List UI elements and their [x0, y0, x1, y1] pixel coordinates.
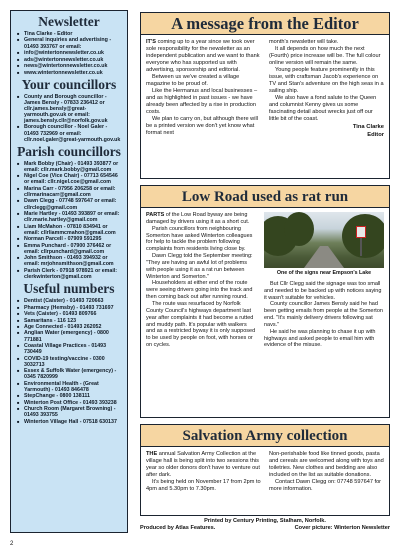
paragraph: We also have a fond salute to the Queen and columnist Kenny gives us some fascinating detail about wrecks just off our little bit of the coast.	[269, 95, 377, 122]
paragraph: Dawn Clegg told the September meeting: "They are having an awful lot of problems with people using it as a rat run between Winterton and Somerton."	[146, 253, 253, 280]
paragraph: We plan to carry on, but although there will be a printed version we don't yet know what format next	[146, 116, 258, 136]
paragraph: of the Low Road byway are being damaged by drivers using it as a short cut.	[146, 212, 250, 225]
list-item: ■ Samaritans - 116 123	[17, 318, 121, 324]
paragraph: Parish councillors from neighbouring Somerton have asked Winterton colleagues for help to tackle the problem following complaints from residents living close by.	[146, 225, 253, 253]
parish-list	[17, 161, 121, 280]
paragraph: He said he was planning to chase it up with highways and asked people to email him with evidence of the misuse.	[264, 328, 376, 349]
road-sign-icon	[356, 226, 366, 238]
paragraph: But Cllr Clegg said the signage was too small and needed to be backed up with notices saying it wasn't suitable for vehicles.	[264, 280, 382, 301]
list-item: ■ Dentist (Caister) - 01493 720663	[17, 298, 121, 304]
list-item: ■ Borough councillor - Noel Galer - 01493 732969 or email: cllr.noel.galer@great-yarmouth.gov.uk	[17, 124, 121, 142]
paragraph: Between us we've created a village magazine to be proud of.	[146, 74, 240, 87]
salvation-col-1	[146, 451, 261, 492]
email-link[interactable]: ■ info@wintertonnewsletter.co.uk	[17, 50, 121, 56]
signature-role: Editor	[367, 132, 384, 138]
list-item: ■ General inquiries and advertising - 01493 393767 or email:	[17, 37, 121, 49]
paragraph: County councillor James Bensly said he had been getting emails from people at the Somerton end. "It's mainly delivery drivers following sat navs."	[264, 301, 383, 328]
editor-title: A message from the Editor	[141, 13, 389, 35]
list-item: ■ John Smithson - 01493 394932 or email: mrjohnsmithson@gmail.com	[17, 255, 121, 267]
list-item: ■ County and Borough councillor - James Bensly - 07833 236412 or cllr.james.bensly@great-yarmouth.gov.uk or email: james.bensly.cllr@norfolk.gov.uk	[17, 94, 121, 124]
salvation-col-2	[269, 451, 384, 492]
list-item: ■ Essex & Suffolk Water (emergency) - 0345 7820999	[17, 368, 121, 380]
list-item: ■ Marie Hartley - 01493 393897 or email: cllr.marie.hartley@gmail.com	[17, 211, 121, 223]
paragraph: Like the Hermanus and local businesses – and as highlighted in past issues - we have already been affected by a rise in production costs.	[146, 88, 258, 115]
paragraph: Contact Dawn Clegg on: 07748 597647 for more information.	[269, 478, 382, 492]
email-link[interactable]: ■ ads@wintertonnewsletter.co.uk	[17, 57, 121, 63]
website-link[interactable]: ■ www.wintertonnewsletter.co.uk	[17, 70, 121, 76]
editor-col-1	[146, 39, 261, 139]
list-item: ■ Anglian Water (emergency) - 0800 771881	[17, 330, 121, 342]
paragraph: coming up to a year since we took over sole responsibility for the newsletter as an independent publication and we want to thank everyone who has supported us with advertising, sponsorship and editorial.	[146, 39, 260, 73]
list-item: ■ Environmental Health - (Great Yarmouth) - 01493 846478	[17, 381, 121, 393]
list-item: ■ Tina Clarke - Editor	[17, 31, 121, 37]
printed-by: Printed by Century Printing, Stalham, Norfolk.	[204, 518, 326, 524]
list-item: ■ Coastal Village Practices - 01493 730449	[17, 343, 121, 355]
list-item: ■ StepChange - 0800 138111	[17, 393, 121, 399]
councillors-heading: Your councillors	[21, 76, 117, 92]
road-sign-photo	[264, 212, 384, 268]
cover-credit: Cover picture: Winterton Newsletter	[294, 525, 390, 531]
low-road-col-1	[146, 212, 257, 349]
list-item: ■ Mark Bobby (Chair) - 01493 393877 or email: cllr.mark.bobby@gmail.com	[17, 161, 121, 173]
councillors-list	[17, 94, 121, 143]
list-item: ■ Norman Parcell - 07909 591295	[17, 236, 121, 242]
salvation-lead: THE	[146, 451, 158, 457]
paragraph: month's newsletter will take.	[269, 39, 339, 45]
parish-heading: Parish councillors	[17, 143, 121, 159]
paragraph: Householders at either end of the route were seeing drivers going into the track and then coming back out after running round.	[146, 280, 253, 301]
low-road-col-2	[264, 212, 384, 349]
signature-name: Tina Clarke	[352, 124, 384, 130]
list-item: ■ Liam McMahon - 07810 834941 or email: cllrliammcmahon@gmail.com	[17, 224, 121, 236]
paragraph: Young people feature prominently in this issue, with craftsman Jacob's experience on TV and Stan's adventure on the high seas in a sailing ship.	[269, 67, 384, 94]
salvation-army-article	[140, 424, 390, 516]
photo-caption: One of the signs near Empson's Lake	[276, 270, 372, 276]
newsletter-heading: Newsletter	[38, 14, 100, 29]
list-item: ■ Pharmacy (Hemsby) - 01493 731697	[17, 305, 121, 311]
paragraph: It all depends on how much the next (Fourth) price increase will be. The full colour online version will remain the same.	[269, 46, 381, 66]
list-item: ■ Winterton Village Hall - 07518 630137	[17, 419, 121, 425]
list-item: ■ Vets (Caister) - 01493 809766	[17, 311, 121, 317]
paragraph: It's being held on November 17 from 2pm to 4pm and 5.30pm to 7.30pm.	[146, 478, 261, 492]
list-item: ■ COVID-19 testing/vaccine - 0300 3032713	[17, 356, 121, 368]
list-item: ■ Winterton Post Office - 01493 393238	[17, 400, 121, 406]
paragraph: annual Salvation Army Collection at the village hall is being split into two sessions this year so older donors don't have to venture out after dark.	[146, 451, 260, 478]
editor-message-box	[140, 12, 390, 179]
useful-list	[17, 298, 121, 425]
editor-col-2	[269, 39, 384, 139]
low-road-lead: PARTS	[146, 212, 165, 218]
sidebar	[10, 10, 128, 533]
useful-heading: Useful numbers	[23, 281, 115, 297]
paragraph: Non-perishable food like tinned goods, pasta and cereals are welcomed along with toys and toiletries. New clothes and bedding are also included on the list as suitable donations.	[269, 451, 384, 478]
list-item: ■ Parish Clerk - 07918 978921 or email: clerkwinterton@gmail.com	[17, 268, 121, 280]
low-road-title: Low Road used as rat run	[141, 186, 389, 208]
email-link[interactable]: ■ news@wintertonnewsletter.co.uk	[17, 63, 121, 69]
list-item: ■ Emma Punchard - 07900 376462 or email: cllrpunchard@gmail.com	[17, 243, 121, 255]
list-item: ■ Nigel Coe (Vice Chair) - 07713 654546 or email: cllr.nigel.coe@gmail.com	[17, 173, 121, 185]
list-item: ■ Marina Carr - 07956 206258 or email: cllrmarinacarr@gmail.com	[17, 186, 121, 198]
low-road-article	[140, 185, 390, 418]
footer	[140, 518, 390, 532]
paragraph: The route was resurfaced by Norfolk County Council's highways department last year after complaints it had become a rutted and muddy path. It's popular with walkers and as a restricted byway it is only supposed to be used by people on foot, with horses or on cycles.	[146, 300, 256, 349]
produced-by: Produced by Atlas Features.	[140, 525, 216, 531]
list-item: ■ Dawn Clegg - 07748 597647 or email: cllrclegg@gmail.com	[17, 198, 121, 210]
list-item: ■ Age Connected - 01493 262052	[17, 324, 121, 330]
editor-lead: IT'S	[146, 39, 157, 45]
salvation-title: Salvation Army collection	[141, 425, 389, 447]
page-number: 2	[10, 541, 14, 547]
list-item: ■ Church Room (Margaret Browning) - 01493 393755	[17, 406, 121, 418]
newsletter-list	[17, 31, 121, 76]
